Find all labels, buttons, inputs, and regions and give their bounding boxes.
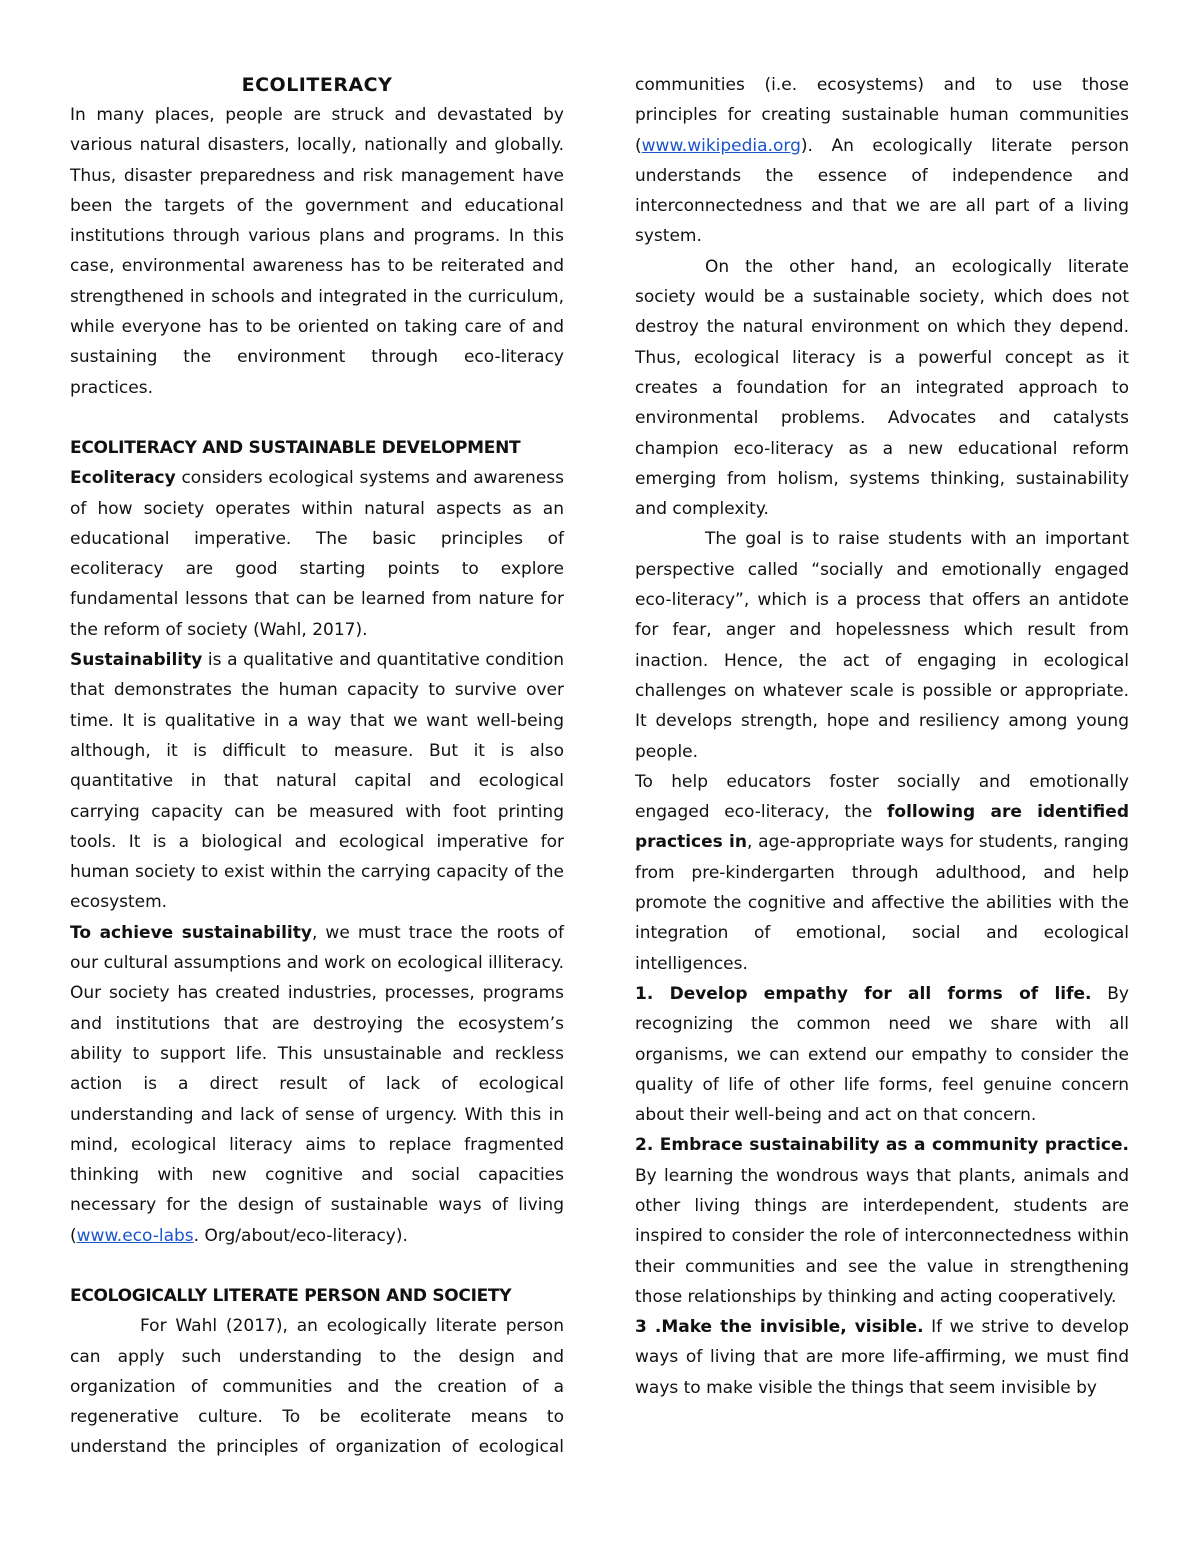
item-2-title: 2. Embrace sustainability as a community practice.	[635, 1135, 1129, 1156]
wahl-text-cont: communities (i.e. ecosystems) and to use those principles for creating sustainable human communities (	[635, 75, 1129, 156]
goal-paragraph	[635, 524, 1129, 766]
practice-item-1	[635, 979, 1129, 1130]
practice-item-3	[635, 1312, 1129, 1403]
right-column	[635, 70, 1129, 1403]
term-sustainability: Sustainability	[70, 650, 203, 671]
practice-item-2	[635, 1130, 1129, 1312]
wahl-paragraph	[70, 1311, 564, 1462]
practices-bold: following are identified practices in	[635, 802, 1129, 853]
spacer	[70, 403, 564, 433]
ecoliteracy-text: considers ecological systems and awareness of how society operates within natural aspects as an educational imperative. The basic principles of ecoliteracy are good starting points to explore fundamental lessons that can be learned from nature for the reform of society (Wahl, 2017).	[70, 468, 564, 640]
achieve-end: . Org/about/eco-literacy).	[193, 1225, 408, 1246]
item-3-text: If we strive to develop ways of living that are more life-affirming, we must find ways to make visible the things that seem invisible by	[635, 1317, 1129, 1398]
term-achieve-sustainability: To achieve sustainability	[70, 922, 312, 943]
practices-text: To help educators foster socially and emotionally engaged eco-literacy, the	[635, 771, 1129, 823]
section-heading-literate-person: ECOLOGICALLY LITERATE PERSON AND SOCIETY	[70, 1285, 512, 1306]
wahl-text: For Wahl (2017), an ecologically literate person can apply such understanding to the design and organization of communities and the creation of a regenerative culture. To be ecoliterate means to understand the principles of organization of ecological	[70, 1316, 564, 1458]
goal-text: The goal is to raise students with an important perspective called “socially and emotionally engaged eco-literacy”, which is a process that offers an antidote for fear, anger and hopelessness which result from inaction. Hence, the act of engaging in ecological challenges on whatever scale is possible or appropriate. It develops strength, hope and resiliency among young people.	[635, 529, 1129, 762]
society-text: On the other hand, an ecologically literate society would be a sustainable society, which does not destroy the natural environment on which they depend. Thus, ecological literacy is a powerful concept as it creates a foundation for an integrated approach to environmental problems. Advocates and catalysts champion eco-literacy as a new educational reform emerging from holism, systems thinking, sustainability and complexity.	[635, 256, 1129, 520]
practices-end: , age-appropriate ways for students, ranging from pre-kindergarten through adulthood, and help promote the cognitive and affective the abilities with the integration of emotional, social and ecological intelligences.	[635, 832, 1129, 974]
achieve-text: , we must trace the roots of our cultural assumptions and work on ecological illiteracy. Our society has created industries, processes, programs and institutions that are destroying the ecosystem’s ability to support life. This unsustainable and reckless action is a direct result of lack of ecological understanding and lack of sense of urgency. With this in mind, ecological literacy aims to replace fragmented thinking with new cognitive and social capacities necessary for the design of sustainable ways of living (	[70, 922, 564, 1246]
sustainability-text: is a qualitative and quantitative condition that demonstrates the human capacity to survive over time. It is qualitative in a way that we want well-being although, it is difficult to measure. But it is also quantitative in that natural capital and ecological carrying capacity can be measured with foot printing tools. It is a biological and ecological imperative for human society to exist within the carrying capacity of the ecosystem.	[70, 650, 564, 913]
item-2-text: By learning the wondrous ways that plants, animals and other living things are interdependent, students are inspired to consider the role of interconnectedness within their communities and see the value in strengthening those relationships by thinking and acting cooperatively.	[635, 1165, 1129, 1307]
wahl-paragraph-continued	[635, 70, 1129, 252]
practices-intro-paragraph	[635, 767, 1129, 979]
eco-labs-link[interactable]: www.eco-labs	[76, 1225, 194, 1246]
wikipedia-link[interactable]: www.wikipedia.org	[641, 135, 801, 156]
achieve-sustainability-paragraph	[70, 918, 564, 1251]
ecoliteracy-paragraph	[70, 463, 564, 645]
item-3-title: 3 .Make the invisible, visible.	[635, 1317, 924, 1338]
wahl-end: ).	[800, 135, 832, 156]
item-1-title: 1. Develop empathy for all forms of life.	[635, 983, 1092, 1004]
sustainability-paragraph	[70, 645, 564, 918]
left-column	[70, 70, 564, 1463]
document-title: ECOLITERACY	[241, 74, 393, 96]
item-1-text: By recognizing the common need we share with all organisms, we can extend our empathy to consider the quality of life of other life forms, feel genuine concern about their well-being and act on that concern.	[635, 983, 1129, 1126]
wahl-end-cont: An ecologically literate person understands the essence of independence and interconnectedness and that we are all part of a living system.	[635, 135, 1129, 247]
intro-paragraph: In many places, people are struck and devastated by various natural disasters, locally, nationally and globally. Thus, disaster preparedness and risk management have been the targets of the government and educational institutions through various plans and programs. In this case, environmental awareness has to be reiterated and strengthened in schools and integrated in the curriculum, while everyone has to be oriented on taking care of and sustaining the environment through eco-literacy practices.	[70, 105, 564, 398]
term-ecoliteracy: Ecoliteracy	[70, 468, 176, 489]
section-heading-sustainable-development: ECOLITERACY AND SUSTAINABLE DEVELOPMENT	[70, 437, 521, 458]
society-paragraph	[635, 252, 1129, 525]
spacer	[70, 1251, 564, 1281]
